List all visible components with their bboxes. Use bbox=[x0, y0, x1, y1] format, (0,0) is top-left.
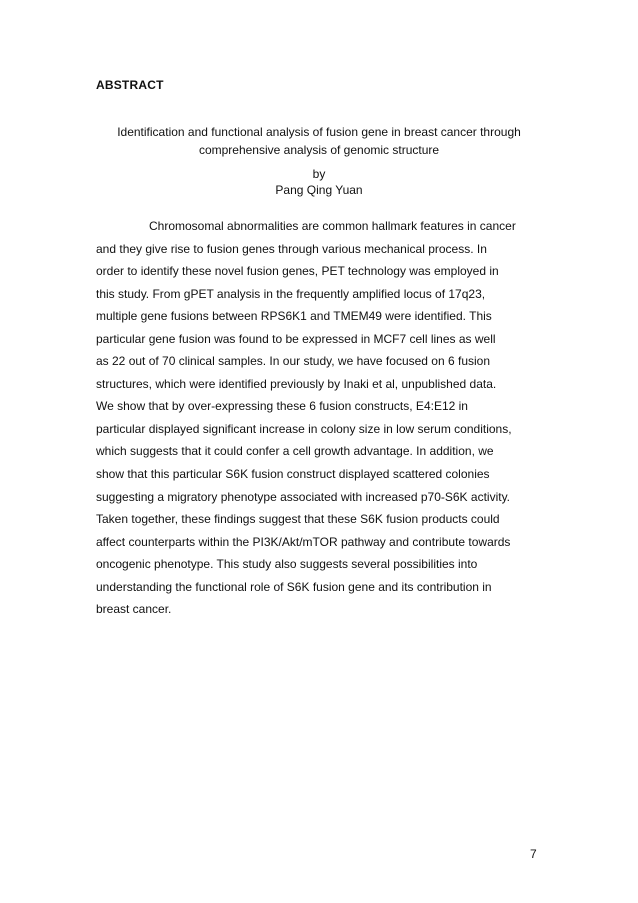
byline bbox=[96, 166, 542, 198]
abstract-line: order to identify these novel fusion genes, PET technology was employed in bbox=[96, 264, 499, 279]
author-name: Pang Qing Yuan bbox=[275, 183, 363, 197]
abstract-line: show that this particular S6K fusion construct displayed scattered colonies bbox=[96, 467, 490, 482]
abstract-heading: ABSTRACT bbox=[96, 78, 164, 92]
abstract-body bbox=[96, 215, 546, 621]
abstract-line: particular gene fusion was found to be expressed in MCF7 cell lines as well bbox=[96, 331, 496, 346]
abstract-line: which suggests that it could confer a cell growth advantage. In addition, we bbox=[96, 444, 494, 459]
abstract-line: Chromosomal abnormalities are common hallmark features in cancer bbox=[149, 219, 516, 233]
abstract-line: suggesting a migratory phenotype associated with increased p70-S6K activity. bbox=[96, 489, 511, 504]
abstract-line: understanding the functional role of S6K fusion gene and its contribution in bbox=[96, 579, 492, 594]
thesis-title-line: Identification and functional analysis of fusion gene in breast cancer through bbox=[117, 125, 521, 139]
abstract-line: and they give rise to fusion genes through various mechanical process. In bbox=[96, 241, 487, 256]
abstract-line: Taken together, these findings suggest that these S6K fusion products could bbox=[96, 512, 500, 527]
abstract-line: as 22 out of 70 clinical samples. In our study, we have focused on 6 fusion bbox=[96, 354, 491, 369]
abstract-line: structures, which were identified previously by Inaki et al, unpublished data. bbox=[96, 376, 497, 391]
abstract-line: particular displayed significant increase in colony size in low serum conditions, bbox=[96, 421, 512, 436]
abstract-line: oncogenic phenotype. This study also suggests several possibilities into bbox=[96, 557, 478, 572]
abstract-line: this study. From gPET analysis in the frequently amplified locus of 17q23, bbox=[96, 286, 486, 301]
abstract-line: affect counterparts within the PI3K/Akt/mTOR pathway and contribute towards bbox=[96, 534, 511, 549]
thesis-title bbox=[96, 123, 542, 159]
thesis-title-line: comprehensive analysis of genomic structure bbox=[198, 143, 440, 157]
abstract-line: multiple gene fusions between RPS6K1 and TMEM49 were identified. This bbox=[96, 309, 492, 324]
abstract-line: breast cancer. bbox=[96, 602, 172, 617]
abstract-line: We show that by over-expressing these 6 fusion constructs, E4:E12 in bbox=[96, 399, 468, 414]
by-label: by bbox=[312, 167, 326, 181]
page-number: 7 bbox=[530, 847, 537, 861]
